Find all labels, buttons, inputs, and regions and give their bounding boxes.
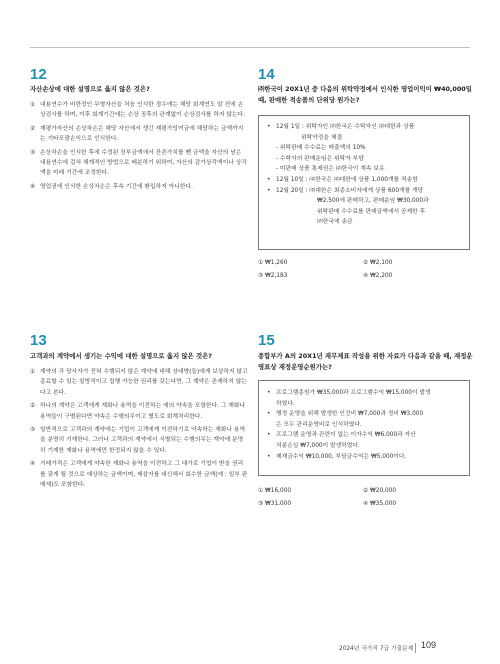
bullet: • bbox=[267, 187, 271, 194]
data-box bbox=[258, 380, 470, 476]
question-number: 15 bbox=[258, 332, 275, 349]
option-1[interactable] bbox=[258, 486, 363, 497]
option-text: ₩20,000 bbox=[370, 488, 397, 494]
option-3[interactable] bbox=[258, 271, 363, 282]
bullet: • bbox=[267, 124, 271, 130]
option-text: 거래가격은 고객에게 약속한 재화나 용역을 이전하고 그 대가로 기업이 받을 권리를 갖게 될 것으로 예상하는 금액이며, 제삼자를 대신해서 회수한 금액(예 : 일부 판매세)도 포함한다. bbox=[40, 461, 248, 489]
option-text: ₩2,100 bbox=[370, 260, 393, 266]
option-marker: ② bbox=[363, 488, 369, 494]
box-line: ₩2,500에 판매하고, 판매운임 ₩30,000과 bbox=[317, 198, 429, 205]
option-4[interactable] bbox=[363, 271, 468, 282]
option-marker: ② bbox=[30, 403, 36, 410]
option-grid bbox=[258, 258, 468, 282]
bullet: • bbox=[267, 390, 271, 396]
box-line: 하였다. bbox=[276, 400, 295, 407]
option-marker: ② bbox=[363, 260, 369, 266]
box-line: 제재금수익 ₩10,000, 부담금수익은 ₩5,000이다. bbox=[276, 453, 407, 460]
box-line: 12월 1일 : 위탁자인 ㈜한국은 수탁자인 ㈜대한과 상품 bbox=[276, 124, 415, 130]
option-2[interactable] bbox=[30, 401, 248, 422]
data-box bbox=[258, 115, 470, 250]
option-marker: ③ bbox=[258, 501, 264, 507]
option-4[interactable] bbox=[363, 499, 468, 510]
box-line: 프로그램 운영과 관련이 없는 이자수익 ₩6,000과 자산 bbox=[276, 432, 416, 439]
bullet: • bbox=[267, 176, 271, 183]
option-1[interactable] bbox=[30, 367, 248, 398]
box-line: - 수탁자의 판매운임은 위탁자 부담 bbox=[276, 155, 364, 162]
bullet: • bbox=[267, 411, 271, 418]
option-2[interactable] bbox=[30, 124, 248, 145]
box-line: 은 모두 관리운영비로 인식하였다. bbox=[276, 421, 362, 428]
option-text: ₩2,200 bbox=[370, 273, 393, 279]
footer-divider bbox=[415, 643, 416, 653]
option-text: ₩2,183 bbox=[265, 273, 288, 279]
option-3[interactable] bbox=[258, 499, 363, 510]
box-line: 처분손실 ₩7,000이 발생하였다. bbox=[276, 442, 360, 449]
question-stem: 종합부가 A의 20X1년 재무제표 작성을 위한 자료가 다음과 같을 때, 재정운영표상 재정운영순원가는? bbox=[258, 352, 473, 371]
option-marker: ③ bbox=[258, 273, 264, 279]
option-marker: ③ bbox=[30, 427, 36, 434]
box-line: - 미판매 상품 통제권은 ㈜한국이 계속 보유 bbox=[276, 166, 385, 173]
option-marker: ① bbox=[258, 260, 264, 266]
option-text: 재평가자산의 손상차손은 해당 자산에서 생긴 재평가잉여금에 해당하는 금액까지는 기타포괄손익으로 인식한다. bbox=[40, 125, 244, 143]
option-text: ₩35,000 bbox=[370, 501, 397, 507]
option-marker: ④ bbox=[363, 501, 369, 507]
box-line: 위탁판매 수수료를 판매금액에서 공제한 후 bbox=[317, 208, 426, 215]
question-number: 13 bbox=[30, 332, 47, 349]
box-line: ㈜한국에 송금 bbox=[317, 219, 353, 226]
option-text: ₩16,000 bbox=[265, 488, 292, 494]
page-number: 109 bbox=[421, 640, 437, 650]
option-text: ₩1,260 bbox=[265, 260, 288, 266]
option-1[interactable] bbox=[30, 100, 248, 121]
option-text: 일반적으로 고객과의 계약에는 기업이 고객에게 이전하기로 약속하는 재화나 용역을 분명히 기재한다. 그러나 고객과의 계약에서 식별되는 수행의무는 계약에 분명히 기재한 재화나 용역에만 한정되지 않을 수 있다. bbox=[40, 427, 246, 454]
option-grid bbox=[258, 486, 468, 510]
question-stem: ㈜한국이 20X1년 중 다음의 위탁약정에서 인식한 영업이익이 ₩40,000일 때, 판매한 적송품의 단위당 원가는? bbox=[258, 85, 472, 104]
option-marker: ② bbox=[30, 125, 36, 132]
option-marker: ④ bbox=[30, 183, 36, 190]
bullet: • bbox=[267, 453, 271, 460]
box-line: 12월 10일 : ㈜한국은 ㈜대한에 상품 1,000개를 적송함 bbox=[276, 176, 418, 183]
question-number: 12 bbox=[30, 66, 47, 83]
option-3[interactable] bbox=[30, 148, 248, 179]
option-text: 손상차손을 인식한 후에 수정된 장부금액에서 잔존가치를 뺀 금액을 자산의 남은 내용연수에 걸쳐 체계적인 방법으로 배분하기 위하여, 자산의 감가상각액이나 상각액을 미래 기간에 조정한다. bbox=[40, 149, 247, 177]
option-text: 하나의 계약은 고객에게 재화나 용역을 이전하는 예의 약속을 포함한다. 그 재화나 용역들이 구별된다면 약속은 수행의무이고 별도로 회계처리한다. bbox=[40, 403, 246, 420]
option-marker: ① bbox=[30, 102, 36, 108]
option-1[interactable] bbox=[258, 258, 363, 269]
option-3[interactable] bbox=[30, 425, 248, 456]
option-marker: ③ bbox=[30, 149, 36, 156]
option-text: ₩31,000 bbox=[265, 501, 292, 507]
option-4[interactable] bbox=[30, 459, 248, 490]
box-line: - 위탁판매 수수료는 매출액의 10% bbox=[276, 145, 366, 152]
box-line: 프로그램총원가 ₩35,000과 프로그램수익 ₩15,000이 발생 bbox=[276, 390, 431, 396]
option-marker: ④ bbox=[30, 461, 36, 468]
option-text: 영업권에 인식한 손상차손은 후속 기간에 환입하지 아니한다. bbox=[40, 183, 193, 190]
box-line: 12월 20일 : ㈜대한은 최종소비자에게 상품 600개를 개당 bbox=[276, 187, 424, 194]
question-stem: 자산손상에 대한 설명으로 옳지 않은 것은? bbox=[30, 85, 150, 93]
box-line: 행정 운영을 위해 발생한 인건비 ₩7,000과 경비 ₩3,000 bbox=[276, 411, 424, 418]
option-list bbox=[30, 367, 248, 493]
footer-title: 2024년 국가직 7급 기출문제 bbox=[339, 646, 414, 652]
box-line: 위탁약정을 체결 bbox=[301, 134, 343, 141]
bullet: • bbox=[267, 432, 271, 439]
option-2[interactable] bbox=[363, 258, 468, 269]
option-marker: ① bbox=[258, 488, 264, 494]
question-number: 14 bbox=[258, 66, 275, 83]
option-4[interactable] bbox=[30, 182, 248, 192]
header-divider bbox=[30, 47, 470, 48]
option-2[interactable] bbox=[363, 486, 468, 497]
option-text: 내용연수가 비한정인 무형자산을 처음 인식한 경우에는 해당 회계연도 말 전에 손상검사를 하며, 이후 회계기간에는 손상 징후의 관계없이 손상검사를 하지 않는다. bbox=[40, 102, 246, 119]
option-marker: ① bbox=[30, 369, 36, 375]
option-list bbox=[30, 100, 248, 195]
option-marker: ④ bbox=[363, 273, 369, 279]
question-stem: 고객과의 계약에서 생기는 수익에 대한 설명으로 옳지 않은 것은? bbox=[30, 352, 213, 360]
option-text: 계약의 각 당사자가 전혀 수행되지 않은 계약에 대해 상대방(들)에게 보상하지 않고 종료할 수 있는 일방적이고 집행 가능한 권리를 갖는다면, 그 계약은 존재하지 않는다고 본다. bbox=[40, 369, 248, 396]
